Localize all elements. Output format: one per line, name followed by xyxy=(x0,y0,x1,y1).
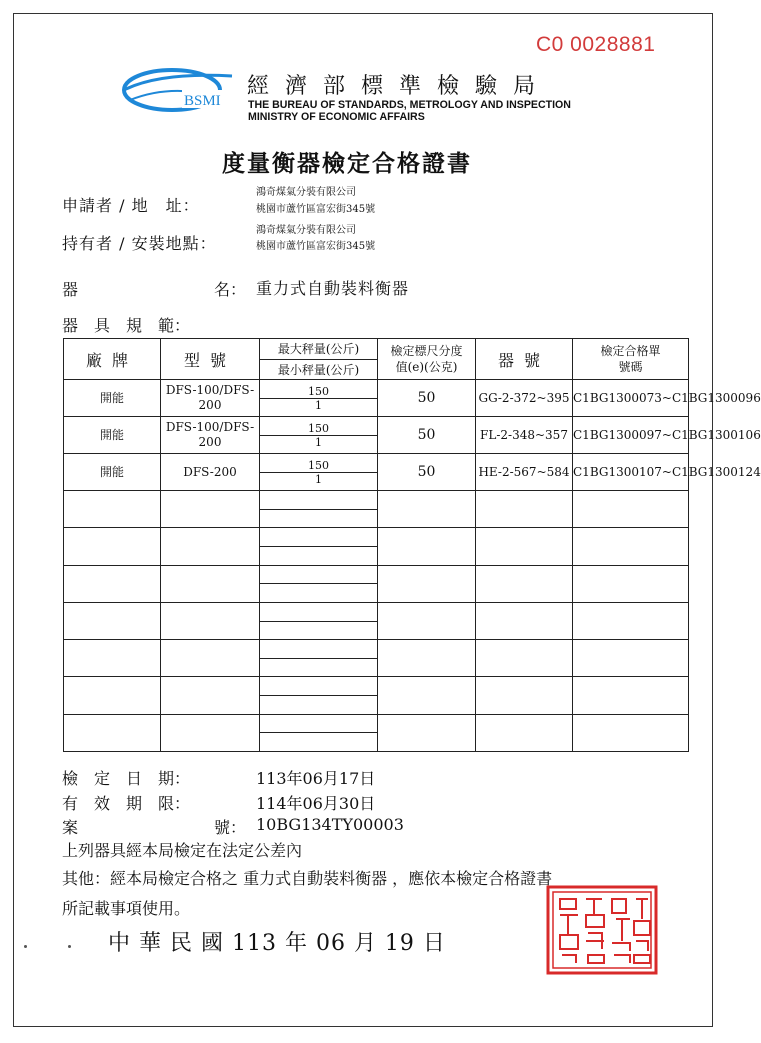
device-name-label-a: 器 xyxy=(62,280,79,299)
empty-row xyxy=(64,528,689,565)
applicant-name: 鴻奇煤氣分裝有限公司 xyxy=(256,187,356,198)
cell-brand: 開能 xyxy=(64,454,161,491)
empty-cell xyxy=(573,528,689,565)
empty-cell xyxy=(64,714,161,751)
header-max-capacity: 最大秤量(公斤) xyxy=(260,339,377,360)
empty-row xyxy=(64,491,689,528)
empty-cell-top xyxy=(260,509,377,510)
empty-cell xyxy=(476,565,573,602)
empty-row xyxy=(64,677,689,714)
empty-cell xyxy=(573,491,689,528)
empty-cell-top xyxy=(260,621,377,622)
empty-cell xyxy=(378,602,476,639)
header-brand: 廠牌 xyxy=(64,339,161,380)
inspection-date-label: 檢 定 日 期： xyxy=(62,769,191,788)
header-division-line2: 值(e)(公克) xyxy=(395,360,458,374)
cell-brand: 開能 xyxy=(64,417,161,454)
empty-cell xyxy=(573,640,689,677)
header-division xyxy=(378,339,476,380)
empty-cell xyxy=(64,602,161,639)
empty-cell xyxy=(161,714,260,751)
cell-model: DFS-200 xyxy=(161,454,260,491)
cell-capacity xyxy=(260,417,378,454)
cell-max: 150 xyxy=(260,422,377,436)
empty-cell xyxy=(573,677,689,714)
empty-cell-top xyxy=(260,658,377,659)
device-name-label-b: 名： xyxy=(214,280,247,299)
applicant-address: 桃園市蘆竹區富宏街345號 xyxy=(256,204,376,215)
valid-until-value: 114年06月30日 xyxy=(256,794,376,813)
empty-cell-top xyxy=(260,695,377,696)
empty-cell xyxy=(260,714,378,751)
issue-date: 中 華 民 國 113 年 06 月 19 日 xyxy=(108,931,446,956)
table-header-row xyxy=(64,339,689,380)
empty-cell xyxy=(64,640,161,677)
empty-cell xyxy=(161,602,260,639)
empty-cell xyxy=(476,714,573,751)
scan-dot xyxy=(68,945,71,948)
table-row xyxy=(64,380,689,417)
table-row xyxy=(64,417,689,454)
cell-division: 50 xyxy=(378,380,476,417)
header-capacity xyxy=(260,339,378,380)
cell-cert-no: C1BG1300073~C1BG1300096 xyxy=(573,380,689,417)
cell-model: DFS-100/DFS-200 xyxy=(161,380,260,417)
statement-usage: 所記載事項使用。 xyxy=(62,899,191,918)
table-row xyxy=(64,454,689,491)
empty-cell xyxy=(476,677,573,714)
header-cert-no xyxy=(573,339,689,380)
cell-min: 1 xyxy=(315,398,322,412)
empty-cell xyxy=(573,602,689,639)
cell-division: 50 xyxy=(378,454,476,491)
spec-label: 器 具 規 範： xyxy=(62,316,191,335)
cell-model: DFS-100/DFS-200 xyxy=(161,417,260,454)
empty-cell xyxy=(161,565,260,602)
certificate-title: 度量衡器檢定合格證書 xyxy=(222,150,472,177)
case-no-label-b: 號： xyxy=(214,818,247,837)
agency-name-cn: 經濟部標準檢驗局 xyxy=(247,74,552,99)
empty-cell xyxy=(161,640,260,677)
scan-dot xyxy=(24,945,27,948)
agency-name-en-line2: MINISTRY OF ECONOMIC AFFAIRS xyxy=(248,111,425,123)
header-min-capacity: 最小秤量(公斤) xyxy=(277,362,360,377)
empty-cell xyxy=(161,528,260,565)
statement-tolerance: 上列器具經本局檢定在法定公差內 xyxy=(62,841,303,860)
applicant-label: 申請者 / 地 址： xyxy=(62,196,200,215)
header-cert-line1: 檢定合格單 xyxy=(600,344,661,358)
empty-cell xyxy=(476,640,573,677)
empty-cell xyxy=(260,677,378,714)
empty-cell xyxy=(573,714,689,751)
header-device-no: 器號 xyxy=(476,339,573,380)
case-no-value: 10BG134TY00003 xyxy=(256,815,404,834)
holder-name: 鴻奇煤氣分裝有限公司 xyxy=(256,225,356,236)
empty-row xyxy=(64,714,689,751)
header-cert-line2: 號碼 xyxy=(618,360,643,374)
empty-cell xyxy=(378,714,476,751)
cell-device-no: FL-2-348~357 xyxy=(476,417,573,454)
empty-cell-top xyxy=(260,546,377,547)
empty-cell xyxy=(64,677,161,714)
cell-capacity xyxy=(260,380,378,417)
empty-cell xyxy=(476,491,573,528)
cell-max: 150 xyxy=(260,385,377,399)
device-name-value: 重力式自動裝料衡器 xyxy=(256,279,410,298)
empty-cell xyxy=(161,491,260,528)
empty-cell xyxy=(378,491,476,528)
case-no-label-a: 案 xyxy=(62,818,79,837)
empty-cell xyxy=(161,677,260,714)
empty-cell xyxy=(260,640,378,677)
empty-cell-top xyxy=(260,732,377,733)
empty-cell xyxy=(476,528,573,565)
empty-cell xyxy=(260,602,378,639)
empty-cell xyxy=(64,491,161,528)
empty-cell xyxy=(260,491,378,528)
cell-cert-no: C1BG1300097~C1BG1300106 xyxy=(573,417,689,454)
cell-brand: 開能 xyxy=(64,380,161,417)
inspection-date-value: 113年06月17日 xyxy=(256,769,376,788)
agency-name-en-line1: THE BUREAU OF STANDARDS, METROLOGY AND INSPECTION xyxy=(248,99,571,111)
empty-row xyxy=(64,565,689,602)
empty-row xyxy=(64,602,689,639)
header-division-line1: 檢定標尺分度 xyxy=(390,344,463,358)
empty-cell xyxy=(378,528,476,565)
header-model: 型號 xyxy=(161,339,260,380)
holder-address: 桃園市蘆竹區富宏街345號 xyxy=(256,241,376,252)
empty-cell xyxy=(476,602,573,639)
empty-cell xyxy=(64,565,161,602)
holder-label: 持有者 / 安裝地點： xyxy=(62,234,217,253)
statement-other: 其他：經本局檢定合格之 重力式自動裝料衡器 ，應依本檢定合格證書 xyxy=(62,869,553,888)
empty-cell xyxy=(378,565,476,602)
valid-until-label: 有 效 期 限： xyxy=(62,794,191,813)
bsmi-logo xyxy=(120,66,238,116)
empty-cell xyxy=(378,640,476,677)
empty-cell xyxy=(378,677,476,714)
empty-cell xyxy=(260,528,378,565)
logo-text: BSMI xyxy=(184,93,221,109)
cell-capacity xyxy=(260,454,378,491)
cell-device-no: HE-2-567~584 xyxy=(476,454,573,491)
cell-min: 1 xyxy=(315,435,322,449)
empty-row xyxy=(64,640,689,677)
cell-device-no: GG-2-372~395 xyxy=(476,380,573,417)
empty-cell xyxy=(573,565,689,602)
serial-number: C0 0028881 xyxy=(536,33,656,56)
cell-division: 50 xyxy=(378,417,476,454)
empty-cell xyxy=(260,565,378,602)
empty-cell-top xyxy=(260,583,377,584)
empty-cell xyxy=(64,528,161,565)
spec-table xyxy=(63,338,761,752)
cell-max: 150 xyxy=(260,459,377,473)
official-seal xyxy=(546,885,658,975)
cell-min: 1 xyxy=(315,472,322,486)
cell-cert-no: C1BG1300107~C1BG1300124 xyxy=(573,454,689,491)
